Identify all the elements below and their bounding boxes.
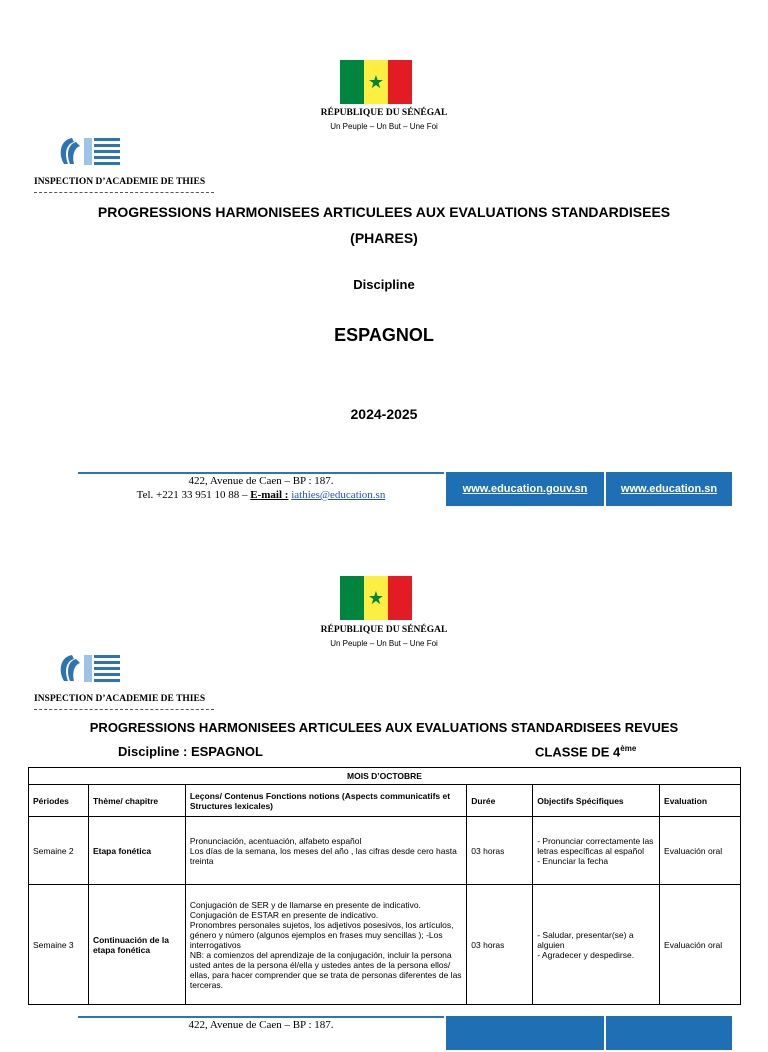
cell-periode: Semaine 3: [29, 885, 89, 1005]
website-link-education[interactable]: [606, 1016, 732, 1050]
lecon-line: Los días de la semana, los meses del año , las cifras desde cero hasta treinta: [189, 845, 457, 866]
progression-table: [28, 767, 741, 1005]
cell-objectifs: [533, 885, 660, 1005]
month-header: MOIS D’OCTOBRE: [29, 768, 741, 785]
website-link-gouv[interactable]: www.education.gouv.sn: [446, 472, 604, 506]
footer-tel: Tel. +221 33 951 10 88 –: [136, 489, 251, 501]
republic-name: RÉPUBLIQUE DU SÉNÉGAL: [320, 625, 448, 635]
cover-title-line2: (PHARES): [350, 230, 418, 246]
website-link-education[interactable]: www.education.sn: [606, 472, 732, 506]
classe-sup: ème: [620, 744, 637, 753]
national-motto: Un Peuple – Un But – Une Foi: [330, 639, 438, 648]
footer-address: 422, Avenue de Caen – BP : 187.: [188, 1019, 334, 1031]
cell-evaluation: Evaluación oral: [660, 817, 741, 885]
footer-contact: [78, 489, 444, 501]
col-header-evaluation: Evaluation: [660, 785, 741, 817]
lecon-line: Pronombres personales sujetos, los adjetivos posesivos, los artículos, género y número (algunos ejemplos en frases muy sencillas ); -Los interrogativos: [189, 919, 454, 950]
cell-theme: Etapa fonética: [88, 817, 185, 885]
col-header-duree: Durée: [467, 785, 533, 817]
lecon-line: NB: a comienzos del aprendizaje de la conjugación, incluir la persona usted antes de la persona él/ella y ustedes antes de la persona ellos/ ellas, para hacer comprender que se trata de personas diferentes de las terceras.: [189, 949, 462, 990]
col-header-lecons: Leçons/ Contenus Fonctions notions (Aspects communicatifs et Structures lexicales): [185, 785, 466, 817]
page-footer-partial: [78, 1016, 732, 1050]
lecon-line: Conjugación de ESTAR en presente de indicativo.: [189, 909, 379, 920]
academy-logo-icon: [54, 134, 124, 174]
col-header-theme: Thème/ chapitre: [88, 785, 185, 817]
senegal-flag: [340, 60, 412, 104]
lecon-line: Pronunciación, acentuación, alfabeto español: [189, 835, 362, 846]
senegal-flag: [340, 576, 412, 620]
national-motto: Un Peuple – Un But – Une Foi: [330, 122, 438, 131]
objectif-line: - Saludar, presentar(se) a alguien: [537, 929, 634, 950]
divider: [34, 192, 214, 193]
star-icon: ★: [367, 72, 385, 92]
cell-theme: Continuación de la etapa fonética: [88, 885, 185, 1005]
cell-evaluation: Evaluación oral: [660, 885, 741, 1005]
objectif-line: - Enunciar la fecha: [537, 855, 609, 866]
objectif-line: - Pronunciar correctamente las letras específicas al español: [537, 835, 654, 856]
footer-email-link[interactable]: iathies@education.sn: [291, 489, 386, 501]
inspection-title: INSPECTION D’ACADEMIE DE THIES: [34, 694, 206, 704]
cell-duree: 03 horas: [467, 817, 533, 885]
page2-classe: [535, 744, 636, 759]
col-header-objectifs: Objectifs Spécifiques: [533, 785, 660, 817]
footer-address: 422, Avenue de Caen – BP : 187.: [188, 475, 334, 487]
divider: [34, 709, 214, 710]
classe-label: CLASSE DE 4: [535, 744, 621, 760]
page2-discipline: Discipline : ESPAGNOL: [118, 744, 263, 759]
page-footer: [78, 472, 732, 506]
footer-address-block: [78, 472, 444, 508]
republic-name: RÉPUBLIQUE DU SÉNÉGAL: [320, 108, 448, 118]
cell-duree: 03 horas: [467, 885, 533, 1005]
subject-title: ESPAGNOL: [334, 325, 434, 345]
star-icon: ★: [367, 588, 385, 608]
cover-title-line1: PROGRESSIONS HARMONISEES ARTICULEES AUX EVALUATIONS STANDARDISEES: [97, 204, 671, 220]
lecon-line: Conjugación de SER y de llamarse en presente de indicativo.: [189, 899, 421, 910]
table-row: [29, 885, 741, 1005]
discipline-label: Discipline: [353, 277, 415, 292]
footer-email-label: E-mail :: [250, 489, 289, 501]
cell-objectifs: [533, 817, 660, 885]
school-year: 2024-2025: [350, 406, 418, 422]
page2-title: PROGRESSIONS HARMONISEES ARTICULEES AUX EVALUATIONS STANDARDISEES REVUES: [89, 720, 679, 735]
col-header-periodes: Périodes: [29, 785, 89, 817]
website-link-gouv[interactable]: [446, 1016, 604, 1050]
academy-logo-icon: [54, 651, 124, 691]
footer-address-block: [78, 1016, 444, 1052]
table-row: [29, 817, 741, 885]
objectif-line: - Agradecer y despedirse.: [537, 949, 635, 960]
cell-periode: Semaine 2: [29, 817, 89, 885]
cell-lecons: [185, 885, 466, 1005]
cell-lecons: [185, 817, 466, 885]
inspection-title: INSPECTION D’ACADEMIE DE THIES: [34, 177, 206, 187]
